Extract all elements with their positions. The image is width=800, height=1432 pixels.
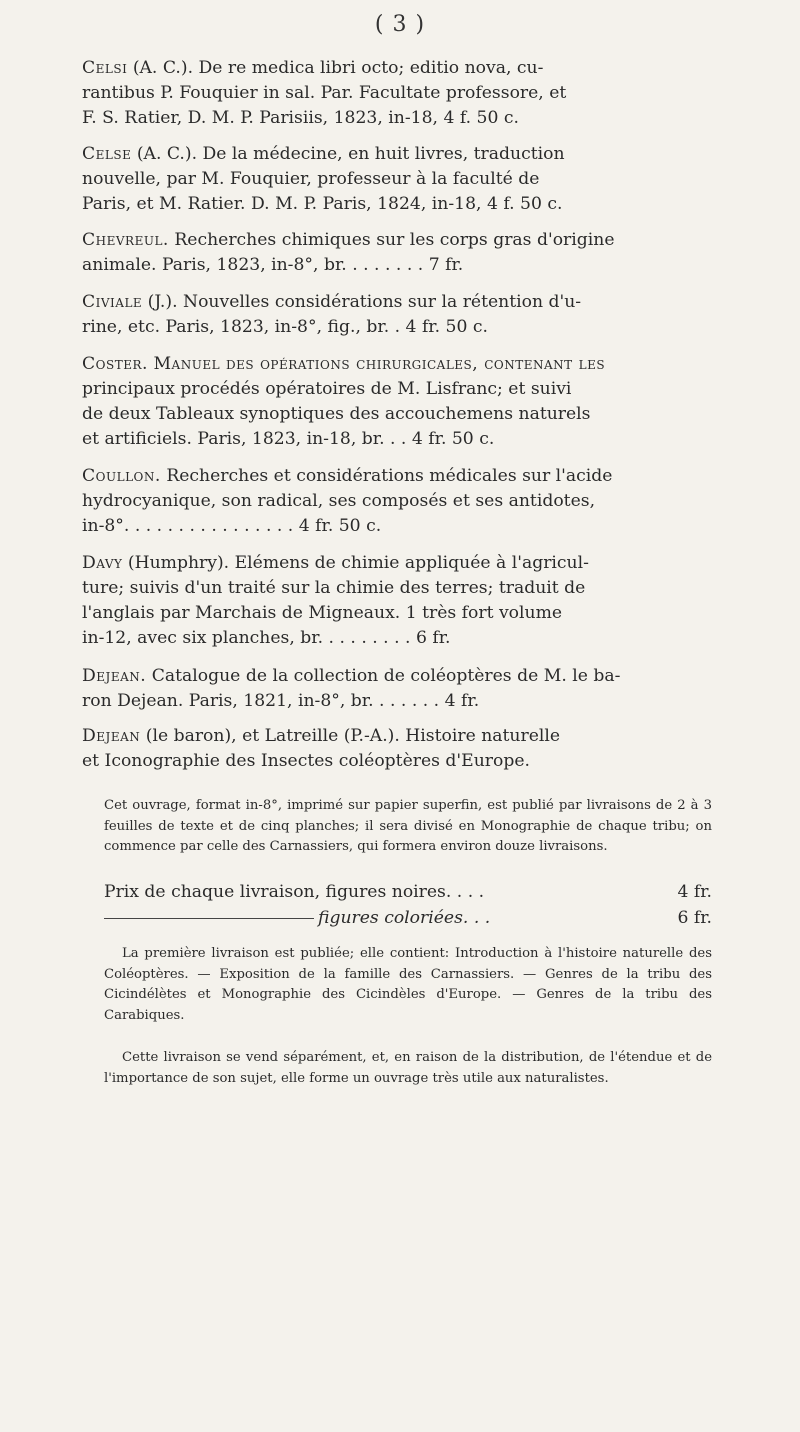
entry-line: in-8°. . . . . . . . . . . . . . . . 4 fr. 50 c. (82, 516, 382, 536)
entry-author: Civiale (82, 292, 143, 312)
price-label: figures coloriées. . . (318, 908, 491, 928)
entry-line: Manuel des opérations chirurgicales, contenant les (153, 354, 606, 374)
price-row-colorees (104, 906, 712, 931)
entry-line: (A. C.). De la médecine, en huit livres, traduction (136, 144, 565, 164)
entry-line: animale. Paris, 1823, in-8°, br. . . . . . . . 7 fr. (82, 255, 464, 275)
entry-line: Catalogue de la collection de coléoptères de M. le ba- (151, 666, 621, 686)
entry-line: principaux procédés opératoires de M. Lisfranc; et suivi (82, 379, 572, 399)
catalog-entry-coster (82, 352, 734, 452)
entry-line: rine, etc. Paris, 1823, in-8°, fig., br. . 4 fr. 50 c. (82, 317, 488, 337)
page-number: ( 3 ) (374, 12, 426, 37)
catalog-entry-dejean-latreille (82, 724, 734, 774)
livraison-contents-note: La première livraison est publiée; elle contient: Introduction à l'histoire naturelle des Coléoptères. — Exposition de la famille des Carnassiers. — Genres de la tribu des Cicindélètes et Monographie des Cicindèles d'Europe. — Genres de la tribu des Carabiques. (104, 946, 712, 1023)
price-label: Prix de chaque livraison, figures noires. . . . (104, 882, 485, 902)
catalog-entry-coullon (82, 464, 734, 539)
price-value: 6 fr. (677, 908, 712, 928)
catalog-entry-davy (82, 551, 734, 651)
entry-line: ture; suivis d'un traité sur la chimie des terres; traduit de (82, 578, 586, 598)
entry-line: Paris, et M. Ratier. D. M. P. Paris, 1824, in-18, 4 f. 50 c. (82, 194, 563, 214)
entry-author: Chevreul. (82, 230, 169, 250)
ditto-rule (104, 918, 314, 919)
entry-line: in-12, avec six planches, br. . . . . . . . . 6 fr. (82, 628, 451, 648)
entry-author: Coster. (82, 354, 148, 374)
entry-line: (J.). Nouvelles considérations sur la rétention d'u- (147, 292, 582, 312)
entry-line: F. S. Ratier, D. M. P. Parisiis, 1823, in-18, 4 f. 50 c. (82, 108, 519, 128)
entry-line: (le baron), et Latreille (P.-A.). Histoire naturelle (145, 726, 561, 746)
entry-line: l'anglais par Marchais de Migneaux. 1 très fort volume (82, 603, 563, 623)
entry-author: Dejean. (82, 666, 147, 686)
publication-note: Cet ouvrage, format in-8°, imprimé sur papier superfin, est publié par livraisons de 2 à 3 feuilles de texte et de cinq planches; il sera divisé en Monographie de chaque tribu; on commence par celle des Carnassiers, qui formera environ douze livraisons. (104, 798, 712, 854)
entry-author: Coullon. (82, 466, 161, 486)
entry-line: (Humphry). Elémens de chimie appliquée à l'agricul- (127, 553, 589, 573)
entry-line: hydrocyanique, son radical, ses composés et ses antidotes, (82, 491, 596, 511)
entry-line: nouvelle, par M. Fouquier, professeur à la faculté de (82, 169, 540, 189)
catalog-entry-dejean (82, 664, 734, 714)
entry-line: de deux Tableaux synoptiques des accouchemens naturels (82, 404, 591, 424)
entry-line: rantibus P. Fouquier in sal. Par. Facultate professore, et (82, 83, 567, 103)
catalog-entry-civiale (82, 290, 734, 340)
livraison-sale-note: Cette livraison se vend séparément, et, en raison de la distribution, de l'étendue et de l'importance de son sujet, elle forme un ouvrage très utile aux naturalistes. (104, 1050, 712, 1086)
entry-line: ron Dejean. Paris, 1821, in-8°, br. . . . . . . 4 fr. (82, 691, 480, 711)
entry-line: et Iconographie des Insectes coléoptères d'Europe. (82, 751, 530, 771)
catalog-entry-celsi (82, 56, 734, 131)
price-row-noires (104, 880, 712, 905)
entry-author: Dejean (82, 726, 141, 746)
entry-line: Recherches et considérations médicales sur l'acide (166, 466, 613, 486)
entry-line: Recherches chimiques sur les corps gras d'origine (174, 230, 615, 250)
catalog-entry-chevreul (82, 228, 734, 278)
catalog-entry-celse (82, 142, 734, 217)
entry-author: Celsi (82, 58, 128, 78)
entry-line: (A. C.). De re medica libri octo; editio nova, cu- (132, 58, 544, 78)
entry-author: Davy (82, 553, 123, 573)
entry-line: et artificiels. Paris, 1823, in-18, br. . . 4 fr. 50 c. (82, 429, 495, 449)
price-value: 4 fr. (677, 882, 712, 902)
entry-author: Celse (82, 144, 132, 164)
